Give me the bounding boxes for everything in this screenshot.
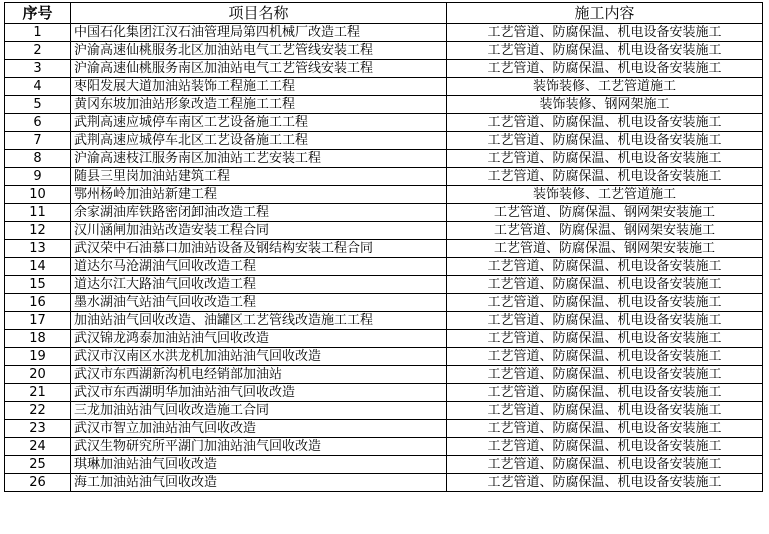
project-name-cell: 道达尔江大路油气回收改造工程 <box>71 276 447 294</box>
serial-number-cell: 24 <box>5 438 71 456</box>
table-header-row <box>5 3 763 24</box>
serial-number-cell: 11 <box>5 204 71 222</box>
project-name-cell: 三龙加油站油气回收改造施工合同 <box>71 402 447 420</box>
serial-number-cell: 25 <box>5 456 71 474</box>
serial-number-cell: 26 <box>5 474 71 492</box>
table-row <box>5 240 763 258</box>
serial-number-cell: 19 <box>5 348 71 366</box>
table-row <box>5 384 763 402</box>
construction-content-cell: 装饰装修、工艺管道施工 <box>447 186 763 204</box>
table-row <box>5 294 763 312</box>
construction-content-cell: 工艺管道、防腐保温、机电设备安装施工 <box>447 474 763 492</box>
project-name-cell: 沪渝高速枝江服务南区加油站工艺安装工程 <box>71 150 447 168</box>
construction-content-cell: 工艺管道、防腐保温、机电设备安装施工 <box>447 42 763 60</box>
construction-content-cell: 工艺管道、防腐保温、机电设备安装施工 <box>447 294 763 312</box>
construction-content-cell: 工艺管道、防腐保温、机电设备安装施工 <box>447 168 763 186</box>
project-name-cell: 武汉市智立加油站油气回收改造 <box>71 420 447 438</box>
construction-content-cell: 工艺管道、防腐保温、机电设备安装施工 <box>447 456 763 474</box>
construction-content-cell: 工艺管道、防腐保温、机电设备安装施工 <box>447 366 763 384</box>
header-construction-content: 施工内容 <box>447 3 763 24</box>
serial-number-cell: 10 <box>5 186 71 204</box>
construction-content-cell: 工艺管道、防腐保温、机电设备安装施工 <box>447 402 763 420</box>
construction-content-cell: 工艺管道、防腐保温、钢网架安装施工 <box>447 222 763 240</box>
serial-number-cell: 22 <box>5 402 71 420</box>
project-name-cell: 武汉生物研究所平湖门加油站油气回收改造 <box>71 438 447 456</box>
serial-number-cell: 16 <box>5 294 71 312</box>
table-row <box>5 222 763 240</box>
table-row <box>5 42 763 60</box>
table-row <box>5 96 763 114</box>
construction-content-cell: 工艺管道、防腐保温、机电设备安装施工 <box>447 24 763 42</box>
project-name-cell: 黄冈东坡加油站形象改造工程施工工程 <box>71 96 447 114</box>
table-row <box>5 456 763 474</box>
construction-content-cell: 工艺管道、防腐保温、机电设备安装施工 <box>447 132 763 150</box>
construction-content-cell: 工艺管道、防腐保温、机电设备安装施工 <box>447 258 763 276</box>
construction-content-cell: 工艺管道、防腐保温、钢网架安装施工 <box>447 240 763 258</box>
construction-content-cell: 工艺管道、防腐保温、机电设备安装施工 <box>447 276 763 294</box>
project-name-cell: 余家湖油库铁路密闭卸油改造工程 <box>71 204 447 222</box>
project-name-cell: 随县三里岗加油站建筑工程 <box>71 168 447 186</box>
construction-content-cell: 装饰装修、工艺管道施工 <box>447 78 763 96</box>
table-row <box>5 24 763 42</box>
header-project-name: 项目名称 <box>71 3 447 24</box>
construction-content-cell: 装饰装修、钢网架施工 <box>447 96 763 114</box>
project-name-cell: 武汉市东西湖新沟机电经销部加油站 <box>71 366 447 384</box>
construction-content-cell: 工艺管道、防腐保温、机电设备安装施工 <box>447 150 763 168</box>
table-row <box>5 312 763 330</box>
table-row <box>5 420 763 438</box>
table-row <box>5 438 763 456</box>
project-name-cell: 道达尔马沧湖油气回收改造工程 <box>71 258 447 276</box>
serial-number-cell: 7 <box>5 132 71 150</box>
table-row <box>5 60 763 78</box>
serial-number-cell: 5 <box>5 96 71 114</box>
project-name-cell: 武荆高速应城停车南区工艺设备施工工程 <box>71 114 447 132</box>
project-name-cell: 海工加油站油气回收改造 <box>71 474 447 492</box>
serial-number-cell: 15 <box>5 276 71 294</box>
table-row <box>5 150 763 168</box>
serial-number-cell: 20 <box>5 366 71 384</box>
project-name-cell: 武汉市东西湖明华加油站油气回收改造 <box>71 384 447 402</box>
project-name-cell: 汉川涵闸加油站改造安装工程合同 <box>71 222 447 240</box>
construction-content-cell: 工艺管道、防腐保温、机电设备安装施工 <box>447 438 763 456</box>
serial-number-cell: 4 <box>5 78 71 96</box>
serial-number-cell: 18 <box>5 330 71 348</box>
serial-number-cell: 12 <box>5 222 71 240</box>
project-name-cell: 中国石化集团江汉石油管理局第四机械厂改造工程 <box>71 24 447 42</box>
construction-content-cell: 工艺管道、防腐保温、机电设备安装施工 <box>447 348 763 366</box>
serial-number-cell: 8 <box>5 150 71 168</box>
construction-content-cell: 工艺管道、防腐保温、机电设备安装施工 <box>447 312 763 330</box>
serial-number-cell: 9 <box>5 168 71 186</box>
table-row <box>5 132 763 150</box>
table-row <box>5 348 763 366</box>
table-body <box>5 24 763 492</box>
project-name-cell: 墨水湖油气站油气回收改造工程 <box>71 294 447 312</box>
table-row <box>5 402 763 420</box>
project-name-cell: 武汉锦龙鸿泰加油站油气回收改造 <box>71 330 447 348</box>
construction-content-cell: 工艺管道、防腐保温、机电设备安装施工 <box>447 114 763 132</box>
table-row <box>5 114 763 132</box>
table-row <box>5 204 763 222</box>
serial-number-cell: 1 <box>5 24 71 42</box>
project-name-cell: 沪渝高速仙桃服务南区加油站电气工艺管线安装工程 <box>71 60 447 78</box>
table-row <box>5 366 763 384</box>
project-name-cell: 武汉市汉南区水洪龙机加油站油气回收改造 <box>71 348 447 366</box>
project-name-cell: 武汉荣中石油慕口加油站设备及钢结构安装工程合同 <box>71 240 447 258</box>
serial-number-cell: 17 <box>5 312 71 330</box>
project-name-cell: 加油站油气回收改造、油罐区工艺管线改造施工工程 <box>71 312 447 330</box>
table-row <box>5 258 763 276</box>
project-name-cell: 枣阳发展大道加油站装饰工程施工工程 <box>71 78 447 96</box>
project-name-cell: 琪琳加油站油气回收改造 <box>71 456 447 474</box>
construction-content-cell: 工艺管道、防腐保温、机电设备安装施工 <box>447 384 763 402</box>
project-table <box>4 2 763 492</box>
serial-number-cell: 23 <box>5 420 71 438</box>
serial-number-cell: 14 <box>5 258 71 276</box>
table-row <box>5 474 763 492</box>
header-serial-number: 序号 <box>5 3 71 24</box>
construction-content-cell: 工艺管道、防腐保温、机电设备安装施工 <box>447 420 763 438</box>
table-row <box>5 78 763 96</box>
table-row <box>5 330 763 348</box>
serial-number-cell: 3 <box>5 60 71 78</box>
serial-number-cell: 6 <box>5 114 71 132</box>
project-name-cell: 沪渝高速仙桃服务北区加油站电气工艺管线安装工程 <box>71 42 447 60</box>
serial-number-cell: 2 <box>5 42 71 60</box>
construction-content-cell: 工艺管道、防腐保温、机电设备安装施工 <box>447 60 763 78</box>
table-row <box>5 276 763 294</box>
construction-content-cell: 工艺管道、防腐保温、机电设备安装施工 <box>447 330 763 348</box>
construction-content-cell: 工艺管道、防腐保温、钢网架安装施工 <box>447 204 763 222</box>
project-name-cell: 武荆高速应城停车北区工艺设备施工工程 <box>71 132 447 150</box>
project-name-cell: 鄂州杨岭加油站新建工程 <box>71 186 447 204</box>
table-row <box>5 186 763 204</box>
table-row <box>5 168 763 186</box>
serial-number-cell: 21 <box>5 384 71 402</box>
serial-number-cell: 13 <box>5 240 71 258</box>
